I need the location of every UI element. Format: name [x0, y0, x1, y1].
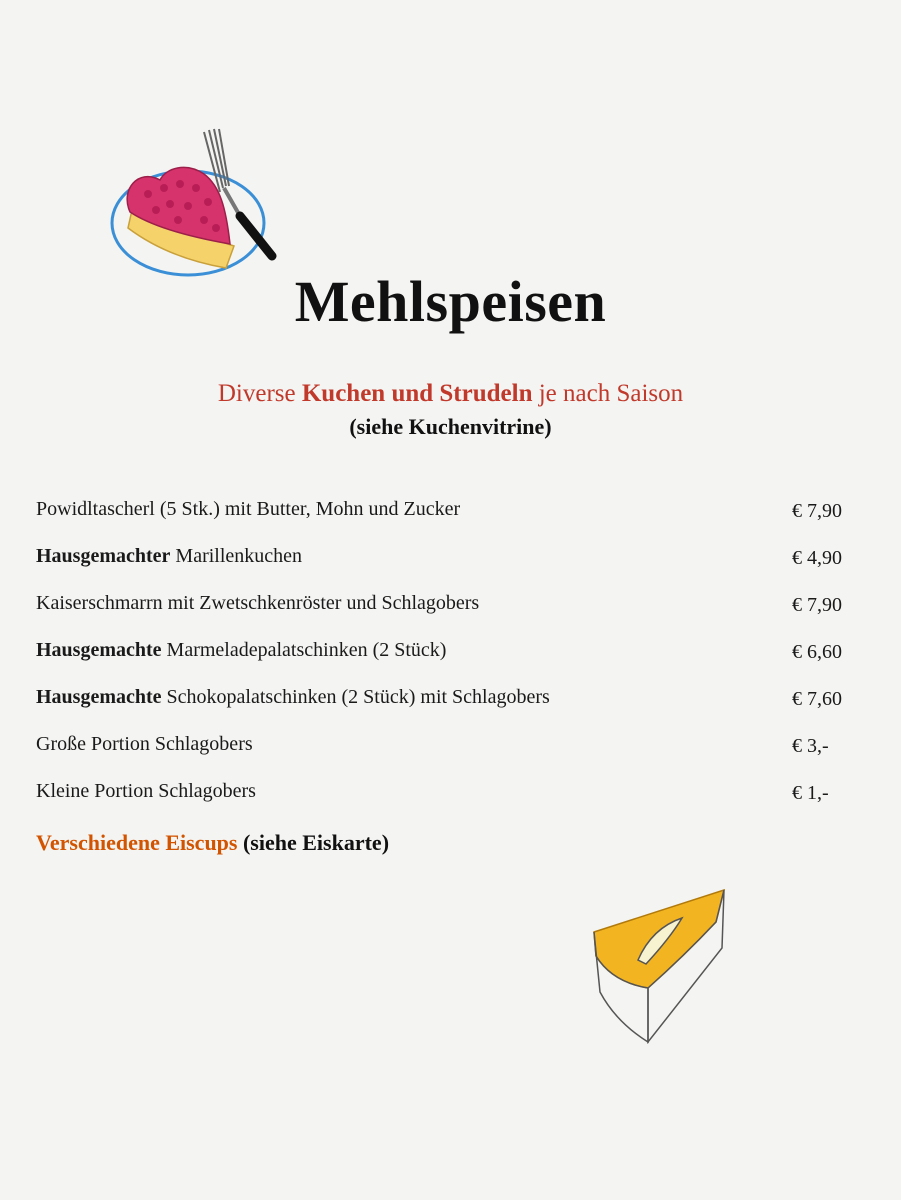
intro-note: (siehe Kuchenvitrine): [349, 414, 552, 439]
menu-item-bold: Hausgemachter: [36, 545, 171, 567]
menu-item-text: Schokopalatschinken (2 Stück) mit Schlagobers: [161, 686, 550, 708]
intro-highlight: Kuchen und Strudeln: [301, 380, 533, 407]
menu-item-text: Kaiserschmarrn mit Zwetschkenröster und Schlagobers: [36, 592, 480, 614]
menu-item: [36, 498, 866, 545]
menu-item-name: [36, 498, 460, 521]
menu-item: [36, 639, 866, 686]
menu-item: [36, 733, 866, 780]
intro-line: [0, 380, 901, 408]
menu-list: [36, 498, 866, 827]
menu-item-name: [36, 639, 446, 662]
menu-item: [36, 545, 866, 592]
menu-item-text: Marmeladepalatschinken (2 Stück): [161, 639, 447, 661]
menu-item-name: [36, 780, 256, 803]
menu-item-price: € 4,90: [792, 547, 842, 569]
menu-item-price: € 7,60: [792, 688, 842, 710]
menu-item: [36, 686, 866, 733]
menu-item-text: Kleine Portion Schlagobers: [36, 780, 256, 802]
menu-item: [36, 780, 866, 827]
menu-item-price: € 3,-: [792, 735, 829, 757]
menu-item-text: Marillenkuchen: [170, 545, 303, 567]
eiscups-highlight: Verschiedene Eiscups: [36, 830, 238, 855]
intro-prefix: Diverse: [217, 380, 302, 407]
menu-item-bold: Hausgemachte: [36, 639, 162, 661]
menu-item-name: [36, 545, 302, 568]
cake-on-plate-icon: [108, 128, 283, 278]
cake-slice-icon: [588, 886, 733, 1051]
menu-item-name: [36, 686, 550, 709]
menu-item-name: [36, 592, 479, 615]
menu-item: [36, 592, 866, 639]
menu-item-text: Powidltascherl (5 Stk.) mit Butter, Mohn und Zucker: [36, 498, 461, 520]
menu-item-price: € 1,-: [792, 782, 829, 804]
menu-item-price: € 6,60: [792, 641, 842, 663]
menu-item-price: € 7,90: [792, 594, 842, 616]
intro-suffix: je nach Saison: [532, 380, 684, 407]
menu-item-price: € 7,90: [792, 500, 842, 522]
menu-item-name: [36, 733, 253, 756]
menu-item-text: Große Portion Schlagobers: [36, 733, 253, 755]
menu-item-bold: Hausgemachte: [36, 686, 162, 708]
eiscups-line: [36, 830, 389, 856]
page-title: Mehlspeisen: [294, 269, 607, 334]
eiscups-note: (siehe Eiskarte): [237, 830, 390, 855]
